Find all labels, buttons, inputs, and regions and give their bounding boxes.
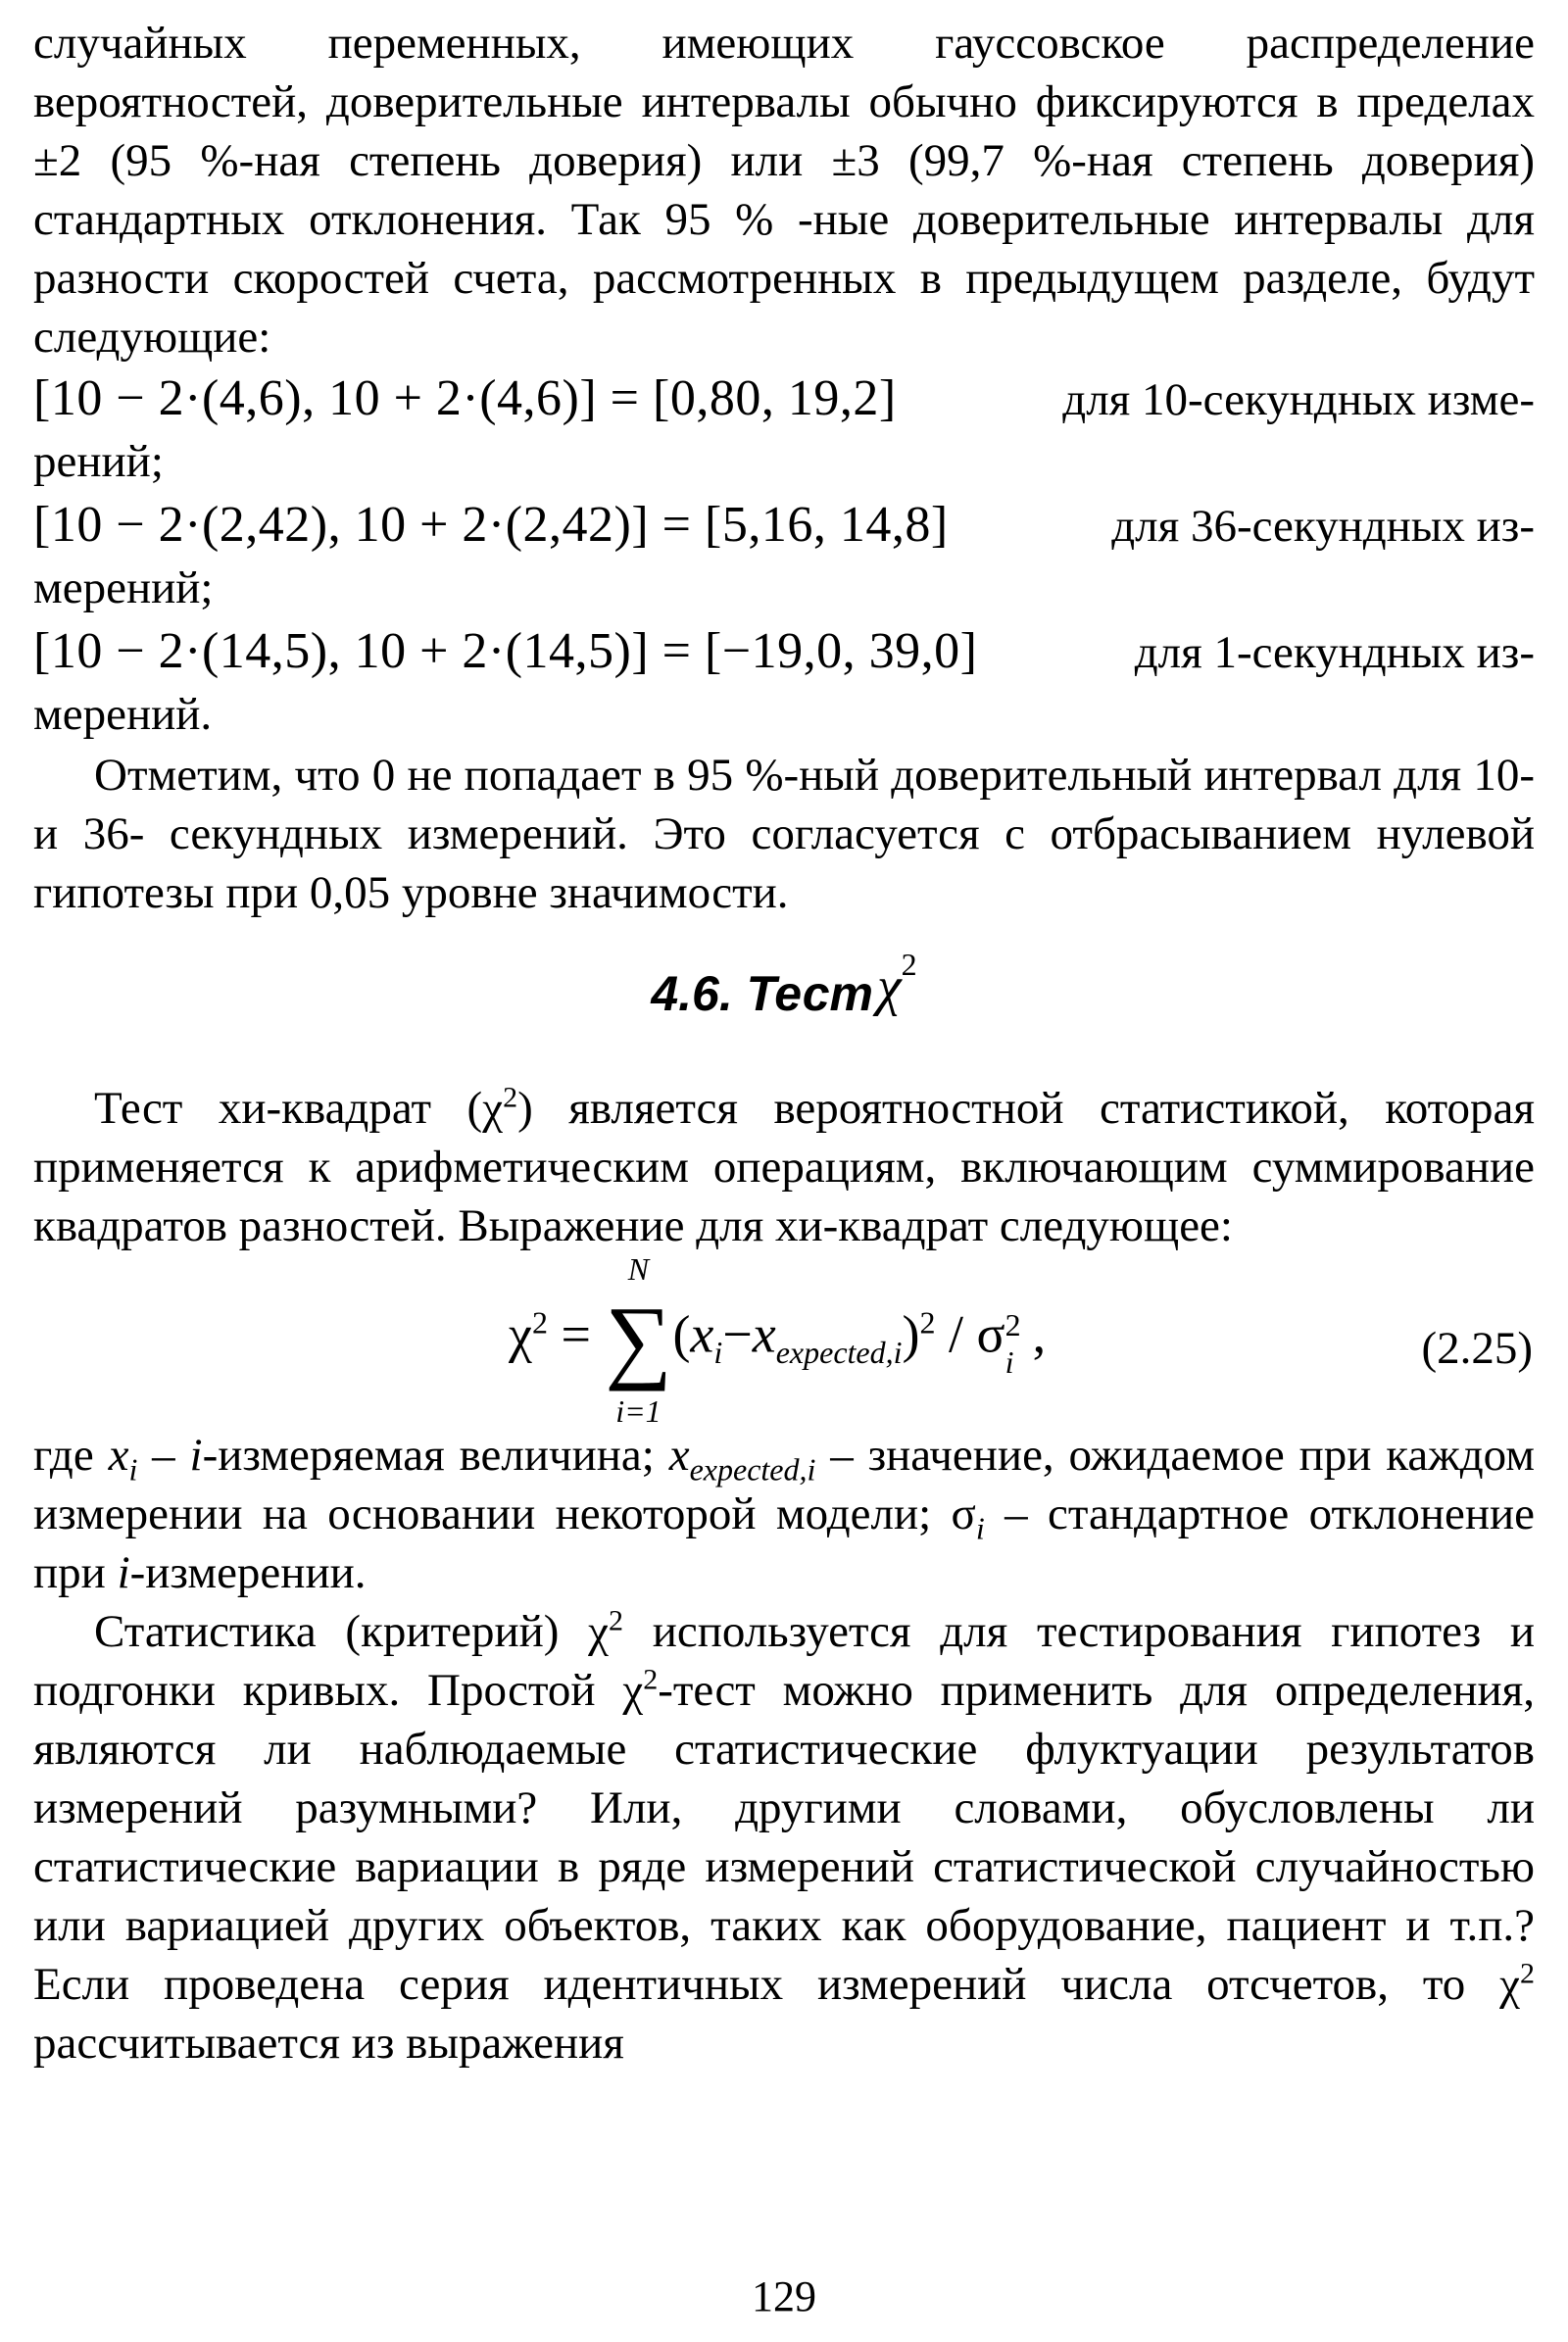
- text-fragment: – значение, ожидаемое при каждом измерении на основании некоторой модели; σ: [33, 1430, 1535, 1539]
- equation-2-25: [33, 1251, 1535, 1429]
- eq-x: x: [690, 1304, 714, 1364]
- chi-power: 2: [901, 947, 917, 983]
- var-x-expected: x: [668, 1430, 690, 1481]
- eq-lhs-power: 2: [531, 1304, 548, 1341]
- interval-expression: [10 − 2·(2,42), 10 + 2·(2,42)] = [5,16, 14,8]: [33, 497, 949, 553]
- text-fragment: где: [33, 1430, 109, 1481]
- paragraph-confidence-intervals: [33, 14, 1535, 366]
- text-fragment: –: [137, 1430, 190, 1481]
- var-x: x: [108, 1430, 129, 1481]
- eq-sigma: σ: [976, 1304, 1005, 1364]
- eq-equals: =: [561, 1304, 591, 1364]
- equation-number: (2.25): [1421, 1323, 1533, 1374]
- eq-x-expected-sub: expected,i: [775, 1335, 903, 1371]
- superscript: 2: [609, 1604, 623, 1637]
- var-i: i: [189, 1430, 203, 1481]
- eq-trail: ,: [1032, 1304, 1047, 1364]
- sum-lower-limit: [604, 1393, 672, 1430]
- sum-index: i=1: [615, 1393, 662, 1429]
- interval-formula-1s: [33, 619, 1535, 685]
- chi-letter: χ: [876, 956, 902, 1017]
- interval-note: для 1-секундных из-: [1134, 627, 1535, 678]
- text-fragment: ) является вероятностной статистикой, которая применяется к арифметическим операциям, включающим суммирование квадратов разностей. Выражение для хи-квадрат следующее:: [33, 1083, 1535, 1251]
- interval-continuation: мерений;: [33, 562, 214, 613]
- var-x-sub: i: [128, 1451, 138, 1488]
- text-fragment: -измерении.: [129, 1547, 367, 1598]
- paragraph-null-hypothesis: [33, 746, 1535, 922]
- heading-text: 4.6. Тест: [651, 966, 873, 1021]
- sum-sign: ∑: [605, 1287, 672, 1391]
- summation: [604, 1251, 672, 1429]
- interval-note: для 10-секундных изме-: [1062, 374, 1535, 425]
- text-fragment: -тест можно применить для определения, являются ли наблюдаемые статистические флуктуации результатов измерений разумными? Или, другими словами, обусловлены ли статистические вариации в ряде измерений статистической случайностью или вариацией других объектов, таких как оборудование, пациент и т.п.? Если проведена серия идентичных измерений числа отсчетов, то χ: [33, 1665, 1535, 2010]
- eq-x-expected: x: [752, 1304, 776, 1364]
- eq-x-sub: i: [713, 1335, 723, 1371]
- eq-open-paren: (: [672, 1304, 691, 1364]
- eq-sigma-scripts: 2 i: [1004, 1307, 1021, 1381]
- heading-chi-symbol: [876, 947, 917, 1017]
- text-fragment: -измеряемая величина;: [202, 1430, 669, 1481]
- paragraph-text: случайных переменных, имеющих гауссовское распределение вероятностей, доверительные интервалы обычно фиксируются в пределах ±2 (95 %-ная степень доверия) или ±3 (99,7 %-ная степень доверия) стандартных отклонения. Так 95 % -ные доверительные интервалы для разности скоростей счета, рассмотренных в предыдущем разделе, будут следующие:: [33, 18, 1535, 363]
- eq-minus: −: [722, 1304, 753, 1364]
- interval-expression: [10 − 2·(4,6), 10 + 2·(4,6)] = [0,80, 19,2]: [33, 370, 897, 426]
- eq-slash: /: [935, 1304, 977, 1364]
- paragraph-chi-intro: [33, 1079, 1535, 1255]
- interval-expression: [10 − 2·(14,5), 10 + 2·(14,5)] = [−19,0, 39,0]: [33, 623, 978, 679]
- text-fragment: Статистика (критерий) χ: [94, 1606, 609, 1657]
- paragraph-where: [33, 1426, 1535, 1602]
- text-fragment: используется для тестирования гипотез и подгонки кривых. Простой χ: [33, 1606, 1536, 1716]
- text-fragment: – стандартное отклонение при: [33, 1488, 1536, 1598]
- text-fragment: рассчитывается из выражения: [33, 2018, 624, 2069]
- interval-continuation: рений;: [33, 436, 164, 487]
- page-content: [33, 14, 1535, 2073]
- superscript: 2: [503, 1081, 518, 1114]
- interval-continuation: мерений.: [33, 689, 213, 740]
- var-i: i: [117, 1547, 130, 1598]
- interval-note: для 36-секундных из-: [1111, 501, 1535, 552]
- superscript: 2: [643, 1663, 659, 1696]
- eq-close-paren: ): [902, 1304, 920, 1364]
- var-x-expected-sub: expected,i: [689, 1451, 816, 1488]
- interval-formula-36s: [33, 493, 1535, 559]
- interval-formula-10s: [33, 366, 1535, 432]
- equation-body: [509, 1251, 1047, 1429]
- eq-lhs: χ: [509, 1304, 532, 1364]
- paragraph-text: Отметим, что 0 не попадает в 95 %-ный доверительный интервал для 10- и 36- секундных измерений. Это согласуется с отбрасыванием нулевой гипотезы при 0,05 уровне значимости.: [33, 750, 1535, 918]
- paragraph-chi-statistics: [33, 1602, 1535, 2073]
- var-sigma-sub: i: [975, 1510, 985, 1546]
- page-number: 129: [752, 2272, 816, 2320]
- section-heading: [33, 947, 1535, 1040]
- superscript: 2: [1520, 1957, 1535, 1990]
- text-fragment: Тест хи-квадрат (χ: [94, 1083, 504, 1134]
- sum-upper-limit: N: [627, 1251, 650, 1287]
- eq-close-power: 2: [919, 1304, 936, 1341]
